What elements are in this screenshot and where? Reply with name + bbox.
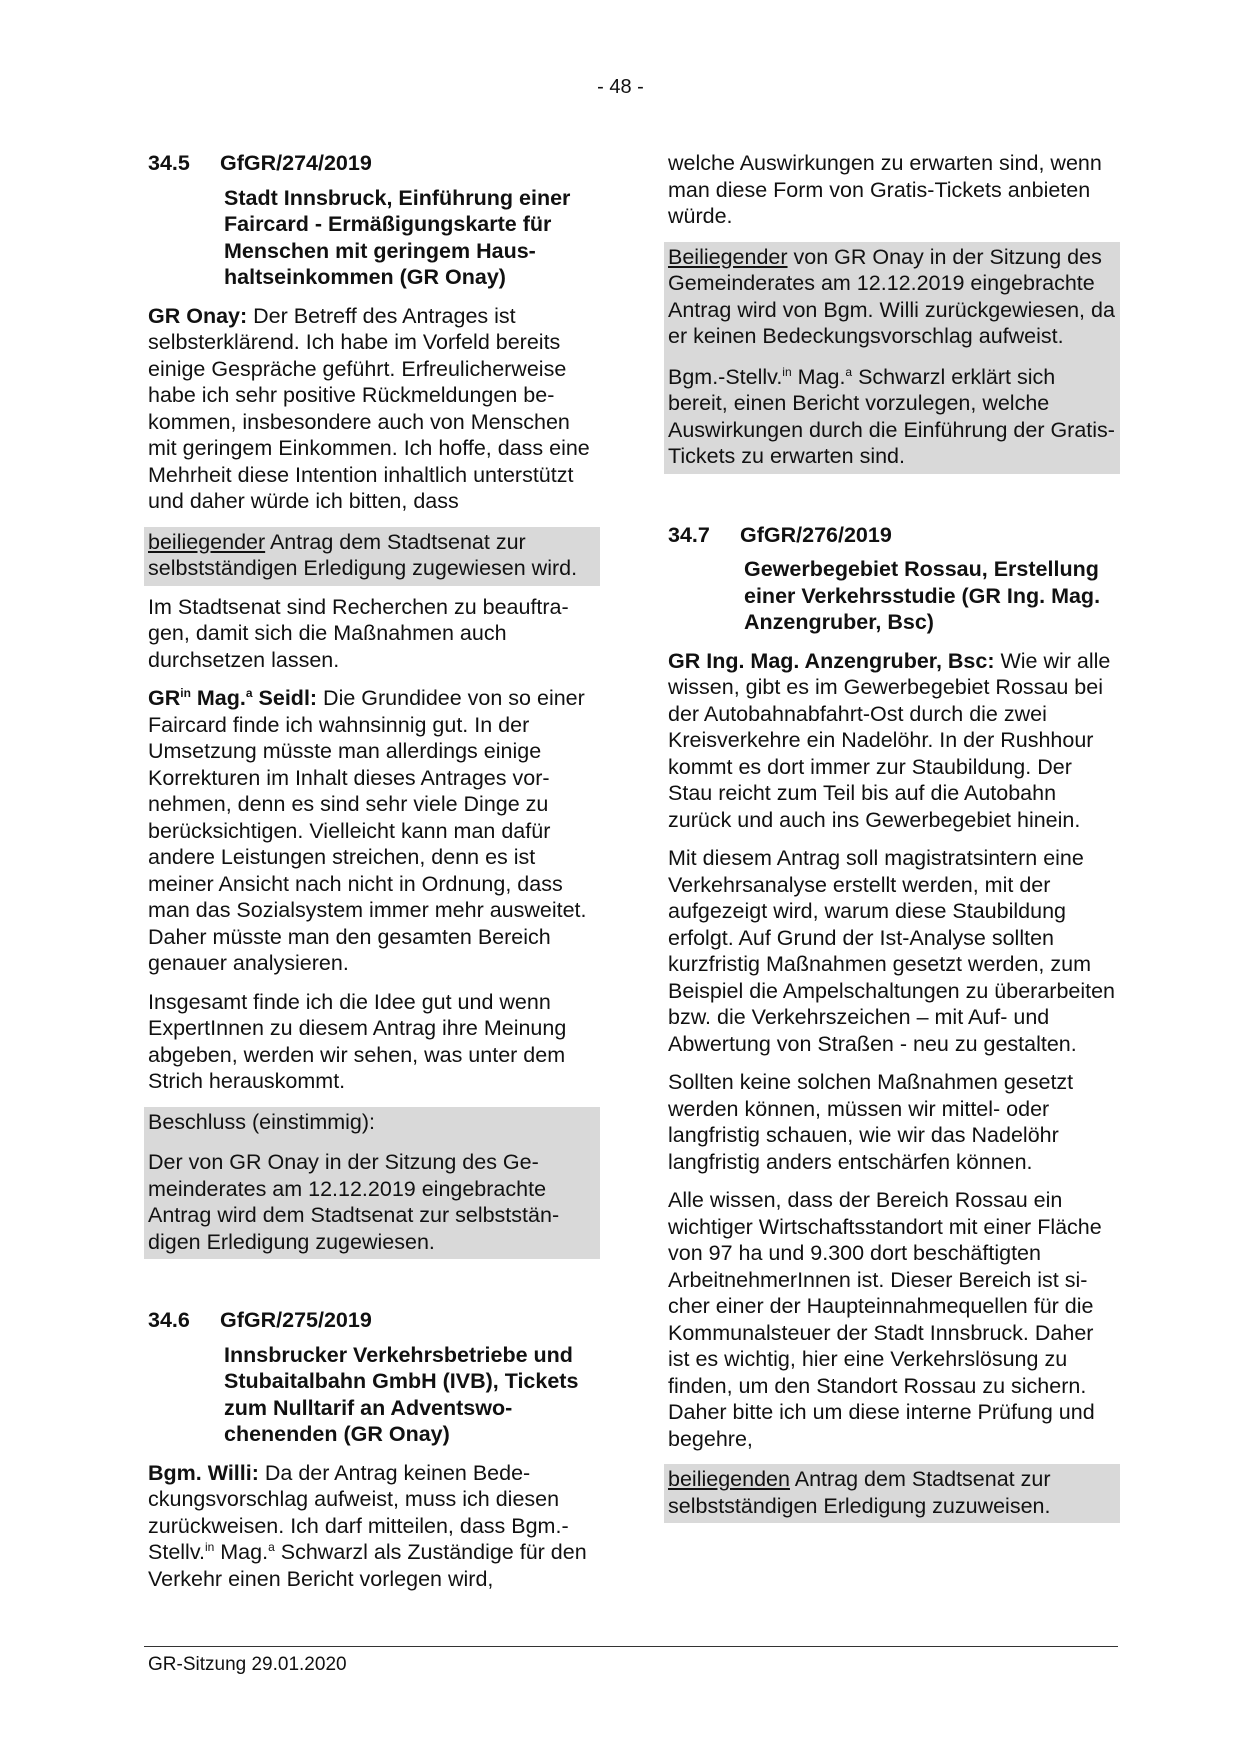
speaker-part: Seidl:: [252, 686, 318, 710]
item-number: 34.7: [668, 522, 710, 547]
decision-label: Beschluss (einstimmig):: [144, 1107, 600, 1140]
footer-text: GR-Sitzung 29.01.2020: [148, 1654, 347, 1675]
item-34-7-title: Gewerbegebiet Rossau, Erstellung einer Verkehrsstudie (GR Ing. Mag. Anzengruber, Bsc): [744, 557, 1101, 634]
spacer: [144, 1267, 600, 1307]
report-box: [664, 354, 1120, 474]
motion-text: Antrag dem Stadtsenat zur selbstständigen Erledigung zuzuweisen.: [668, 1467, 1051, 1518]
statement-gr-onay: [144, 303, 600, 515]
speaker-name: GR Ing. Mag. Anzengruber, Bsc:: [668, 648, 995, 673]
statement-text: Mag.: [214, 1540, 269, 1564]
speaker-part: GR: [148, 686, 181, 710]
spacer: [664, 482, 1120, 522]
statement-gr-anzengruber: [664, 648, 1120, 834]
item-34-5-title: Stadt Innsbruck, Einführung einer Faircard - Ermäßigungskarte für Menschen mit geringem Haushaltseinkommen (GR Onay): [224, 185, 571, 289]
superscript: a: [845, 364, 853, 379]
right-column: [664, 150, 1120, 1531]
motion-underlined: beiliegender: [148, 529, 266, 554]
report-text: Bgm.-Stellv.: [668, 364, 783, 389]
paragraph: Im Stadtsenat sind Recherchen zu beauftragen, damit sich die Maßnahmen auch durchsetzen lassen.: [148, 594, 569, 672]
item-34-6-title: Innsbrucker Verkehrsbetriebe und Stubaitalbahn GmbH (IVB), Tickets zum Nulltarif an Adventswochenenden (GR Onay): [224, 1342, 579, 1446]
motion-box: [664, 1464, 1120, 1523]
statement-text: Die Grundidee von so einer Faircard finde ich wahnsinnig gut. In der Umsetzung müsste man allerdings einige Korrekturen im Inhalt dieses Antrages vornehmen, denn es sind sehr viele Dinge zu berücksichtigen. Vielleicht kann man dafür andere Leistungen streichen, denn es ist meiner Ansicht nach nicht in Ordnung, dass man das Sozialsystem immer mehr ausweitet. Daher müsste man den gesamten Bereich genauer analysieren.: [148, 686, 587, 975]
paragraph: Insgesamt finde ich die Idee gut und wenn ExpertInnen zu diesem Antrag ihre Meinung abgeben, werden wir sehen, was unter dem Strich herauskommt.: [148, 989, 567, 1093]
paragraph: Mit diesem Antrag soll magistratsintern eine Verkehrsanalyse erstellt werden, mit der aufgezeigt wird, warum diese Staubildung erfolgt. Auf Grund der Ist-Analyse sollten kurzfristig Maßnahmen gesetzt werden, zum Beispiel die Ampelschaltungen zu überarbeiten bzw. die Verkehrszeichen – mit Auf- und Abwertung von Straßen - neu zu gestalten.: [668, 846, 1116, 1056]
report-text: Schwarzl erklärt sich bereit, einen Bericht vorzulegen, welche Auswirkungen durch die Einführung der Gratis-Tickets zu erwarten sind.: [668, 364, 1115, 468]
statement-gr-seidl: [144, 685, 600, 977]
speaker-name: [148, 686, 317, 710]
superscript: in: [180, 686, 191, 700]
rejection-box: [664, 242, 1120, 354]
superscript: a: [268, 1540, 275, 1554]
paragraph: Sollten keine solchen Maßnahmen gesetzt werden können, müssen wir mittel- oder langfristig schauen, wie wir das Nadelöhr langfristig anders entschärfen können.: [668, 1070, 1074, 1174]
statement-text: Wie wir alle wissen, gibt es im Gewerbegebiet Rossau bei der Autobahnabfahrt-Ost durch die zwei Kreisverkehre ein Nadelöhr. In der Rushhour kommt es dort immer zur Staubildung. Der Stau reicht zum Teil bis auf die Autobahn zurück und auch ins Gewerbegebiet hinein.: [668, 648, 1111, 832]
statement-bgm-willi: [144, 1460, 600, 1593]
item-code: GfGR/275/2019: [220, 1308, 372, 1332]
speaker-part: Mag.: [190, 686, 246, 710]
statement-continued: welche Auswirkungen zu erwarten sind, wenn man diese Form von Gratis-Tickets anbieten würde.: [668, 151, 1102, 228]
superscript: a: [245, 686, 253, 700]
superscript: in: [204, 1540, 215, 1554]
item-34-5-header: [144, 150, 600, 177]
statement-text: Schwarzl als Zuständige für den Verkehr einen Bericht vorlegen wird,: [148, 1540, 587, 1591]
rejection-underlined: Beiliegender: [668, 244, 788, 269]
superscript: in: [782, 364, 792, 379]
paragraph: Alle wissen, dass der Bereich Rossau ein wichtiger Wirtschaftsstandort mit einer Fläche von 97 ha und 9.300 dort beschäftigten ArbeitnehmerInnen ist. Dieser Bereich ist sicher einer der Haupteinnahmequellen für die Kommunalsteuer der Stadt Innsbruck. Daher ist es wichtig, hier eine Verkehrslösung zu finden, um den Standort Rossau zu sichern. Daher bitte ich um diese interne Prüfung und begehre,: [668, 1188, 1102, 1451]
rejection-text: von GR Onay in der Sitzung des Gemeinderates am 12.12.2019 eingebrachte Antrag wird von Bgm. Willi zurückgewiesen, da er keinen Bedeckungsvorschlag aufweist.: [668, 244, 1115, 348]
item-34-7-header: [664, 522, 1120, 549]
item-code: GfGR/276/2019: [740, 522, 892, 547]
speaker-name: Bgm. Willi:: [148, 1460, 259, 1485]
motion-box: [144, 527, 600, 586]
item-34-6-header: [144, 1307, 600, 1334]
decision-text: Der von GR Onay in der Sitzung des Gemeinderates am 12.12.2019 eingebrachte Antrag wird dem Stadtsenat zur selbstständigen Erledigung zugewiesen.: [144, 1139, 600, 1259]
motion-text: Antrag dem Stadtsenat zur selbstständigen Erledigung zugewiesen wird.: [148, 529, 578, 580]
motion-underlined: beiliegenden: [668, 1467, 790, 1491]
statement-text: Der Betreff des Antrages ist selbsterklärend. Ich habe im Vorfeld bereits einige Gespräche geführt. Erfreulicherweise habe ich sehr positive Rückmeldungen bekommen, insbesondere auch von Menschen mit geringem Einkommen. Ich hoffe, dass eine Mehrheit diese Intention inhaltlich unterstützt und daher würde ich bitten, dass: [148, 303, 590, 513]
statement-text: Da der Antrag keinen Bedeckungsvorschlag aufweist, muss ich diesen zurückweisen. Ich darf mitteilen, dass Bgm.-Stellv.: [148, 1460, 569, 1564]
report-text: Mag.: [791, 364, 846, 389]
item-number: 34.5: [148, 151, 190, 175]
left-column: [144, 150, 600, 1604]
speaker-name: GR Onay:: [148, 303, 248, 328]
footer-divider: [144, 1646, 1118, 1647]
item-code: GfGR/274/2019: [220, 151, 372, 175]
item-number: 34.6: [148, 1308, 190, 1332]
page-number: - 48 -: [597, 76, 644, 98]
